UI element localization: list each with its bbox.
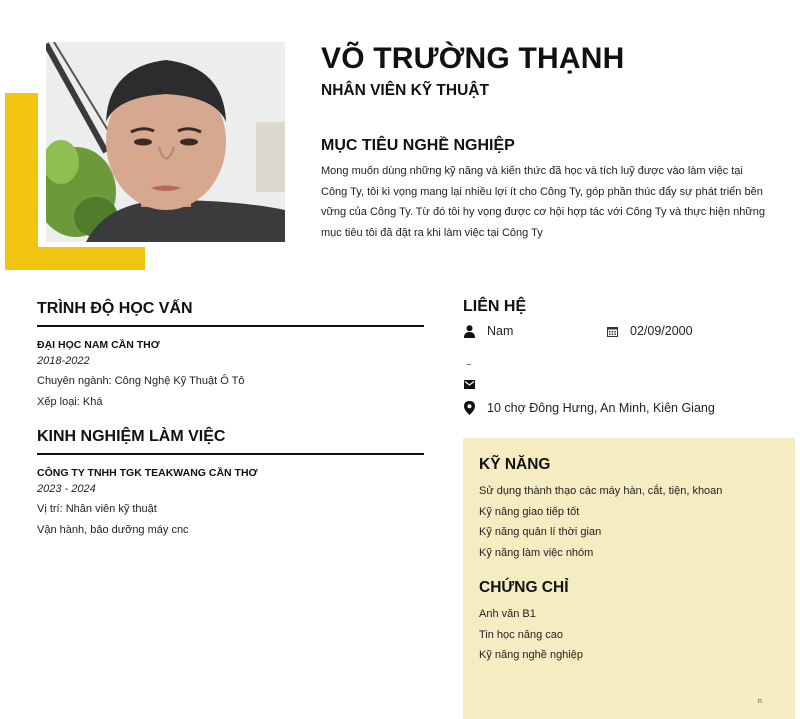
profile-photo	[46, 42, 285, 242]
skills-title: KỸ NĂNG	[479, 456, 551, 473]
gender-value: Nam	[487, 324, 514, 338]
skill-item: Sử dụng thành thạo các máy hàn, cắt, tiện, khoan	[479, 485, 723, 497]
experience-section	[37, 428, 424, 540]
person-icon	[463, 324, 475, 338]
certificates-title: CHỨNG CHỈ	[479, 579, 569, 596]
certificate-item: Tin học nâng cao	[479, 628, 563, 641]
skills-certificates-panel	[463, 438, 795, 719]
skill-item: Kỹ năng giao tiếp tốt	[479, 505, 580, 518]
map-pin-icon	[463, 401, 475, 415]
section-divider	[37, 325, 424, 327]
certificate-item: Kỹ năng nghề nghiệp	[479, 649, 583, 662]
section-divider	[37, 453, 424, 455]
education-major: Chuyên ngành: Công Nghệ Kỹ Thuật Ô Tô	[37, 375, 245, 387]
contact-dob	[606, 324, 693, 338]
dob-value: 02/09/2000	[630, 324, 693, 338]
education-years: 2018-2022	[37, 354, 90, 367]
contact-title: LIÊN HỆ	[463, 298, 527, 315]
skills-list	[479, 481, 722, 564]
education-title: TRÌNH ĐỘ HỌC VẤN	[37, 300, 193, 317]
portrait-illustration	[46, 42, 285, 242]
certificates-list	[479, 604, 583, 666]
experience-title: KINH NGHIỆM LÀM VIỆC	[37, 428, 226, 445]
contact-email	[463, 377, 487, 391]
education-grade: Xếp loại: Khá	[37, 395, 103, 408]
candidate-role: NHÂN VIÊN KỸ THUẬT	[321, 82, 489, 99]
skill-item: Kỹ năng làm việc nhóm	[479, 547, 594, 560]
objective-title: MỤC TIÊU NGHỀ NGHIỆP	[321, 137, 515, 154]
certificate-item: Anh văn B1	[479, 608, 536, 620]
contact-gender	[463, 324, 513, 338]
skill-item: Kỹ năng quản lí thời gian	[479, 526, 602, 539]
objective-text: Mong muốn dùng những kỹ năng và kiến thức đã học và tích luỹ được vào làm việc tại Công Ty, tôi kì vọng mang lại nhiều lợi ít cho Công Ty, góp phần thúc đẩy sự phát triển bền vững của Công Ty. Từ đó tôi hy vọng được cơ hội hợp tác với Công Ty và thực hiện những mục tiêu tôi đã đặt ra khi làm việc tại Công Ty	[321, 165, 765, 240]
calendar-icon	[606, 324, 618, 338]
contact-address	[463, 401, 715, 415]
education-section	[37, 300, 424, 412]
envelope-icon	[463, 377, 475, 391]
candidate-name: VÕ TRƯỜNG THẠNH	[321, 42, 625, 75]
corner-mark: n	[758, 698, 762, 705]
experience-position: Vị trí: Nhân viên kỹ thuật	[37, 503, 157, 515]
address-value: 10 chợ Đông Hưng, An Minh, Kiên Giang	[487, 401, 715, 415]
experience-years: 2023 - 2024	[37, 482, 96, 495]
school-name: ĐẠI HỌC NAM CẦN THƠ	[37, 338, 160, 351]
accent-bar-vertical	[5, 93, 38, 270]
contact-phone	[463, 356, 487, 366]
accent-bar-horizontal	[5, 247, 145, 270]
experience-duty: Vận hành, bảo dưỡng máy cnc	[37, 523, 189, 536]
phone-icon	[463, 356, 475, 366]
company-name: CÔNG TY TNHH TGK TEAKWANG CẦN THƠ	[37, 466, 258, 479]
